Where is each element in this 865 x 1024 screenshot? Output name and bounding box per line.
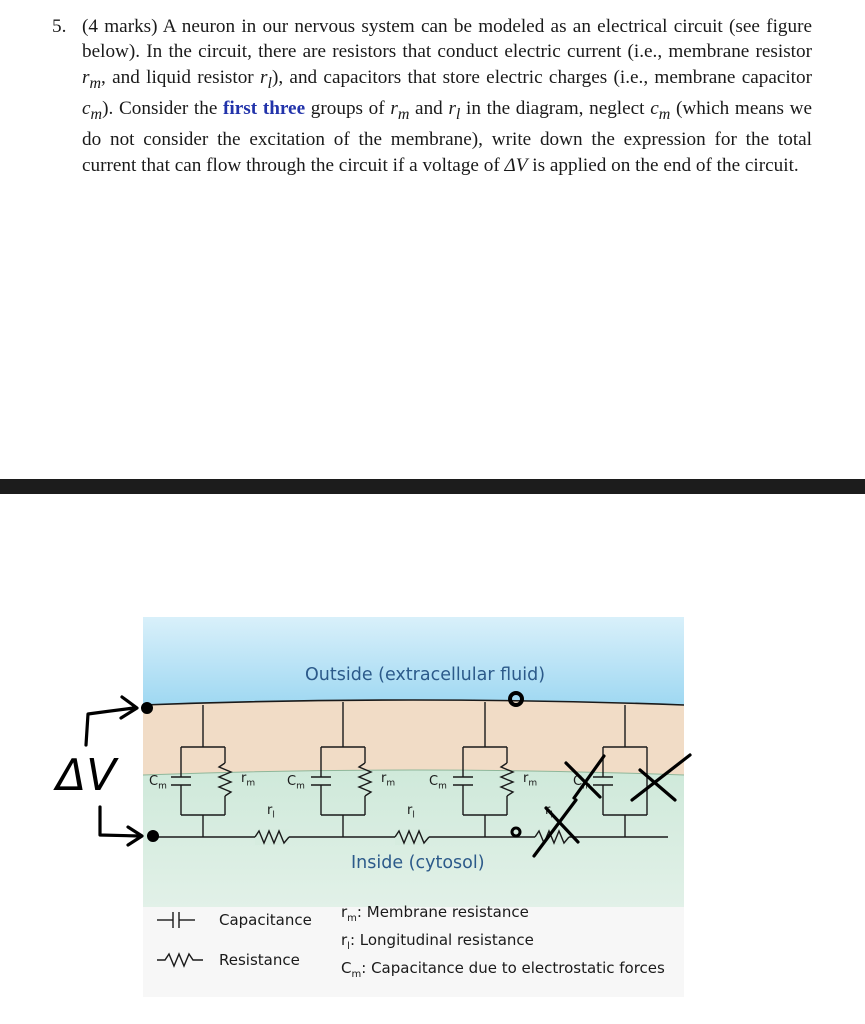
legend-rm: $r_m$: Membrane resistance [341, 903, 529, 924]
rm-label: $r_m$ [523, 771, 538, 789]
rm-label: $r_m$ [241, 771, 256, 789]
cm-label: $C_m$ [149, 774, 167, 792]
legend-rl: $r_l$: Longitudinal resistance [341, 931, 534, 952]
cm-label: $C_m$ [287, 774, 305, 792]
cross-mark [632, 755, 690, 800]
rl-label: $r_l$ [407, 803, 415, 821]
var-rm: $r_m$ [82, 66, 102, 92]
inside-label: Inside (cytosol) [351, 853, 485, 873]
rl-label: $r_l$ [545, 803, 553, 821]
delta-v: ΔV [504, 154, 528, 176]
rl-label: $r_l$ [267, 803, 275, 821]
node-circle [512, 828, 520, 836]
rm-label: $r_m$ [381, 771, 396, 789]
legend-cm: $C_m$: Capacitance due to electrostatic forces [341, 959, 665, 980]
var-cm: $c_m$ [82, 98, 103, 123]
question-number: 5. [52, 16, 67, 37]
question-text: (4 marks) A neuron in our nervous system can be modeled as an electrical circuit (see figure below). In the circuit, there are resistors that conduct electric current (i.e., membrane resistor $r_m$, and liquid resistor $r_l$), and capacitors that store electric charges (i.e., membrane capacitor $c_m$). Consider the first three groups of $r_m$ and $r_l$ in the diagram, neglect $c_m$ (which means we do not consider the excitation of the membrane), write down the expression for the total current that can flow through the circuit if a voltage of ΔV is applied on the end of the circuit. [82, 16, 812, 176]
cm-label: $C_m$ [429, 774, 447, 792]
delta-v-annotation: ΔV [56, 750, 117, 801]
legend-resistance: Resistance [219, 951, 300, 969]
question-marks: (4 marks) [82, 16, 158, 37]
terminal-dot [142, 703, 152, 713]
terminal-dot [148, 831, 158, 841]
outside-label: Outside (extracellular fluid) [305, 665, 546, 685]
highlight-first-three: first three [223, 98, 306, 120]
cross-mark [566, 756, 604, 798]
cm-label: $C_m$ [573, 774, 591, 792]
cross-mark [534, 800, 578, 856]
legend-capacitance: Capacitance [219, 911, 312, 929]
var-rl: $r_l$ [260, 66, 272, 92]
node-circle [510, 693, 522, 705]
